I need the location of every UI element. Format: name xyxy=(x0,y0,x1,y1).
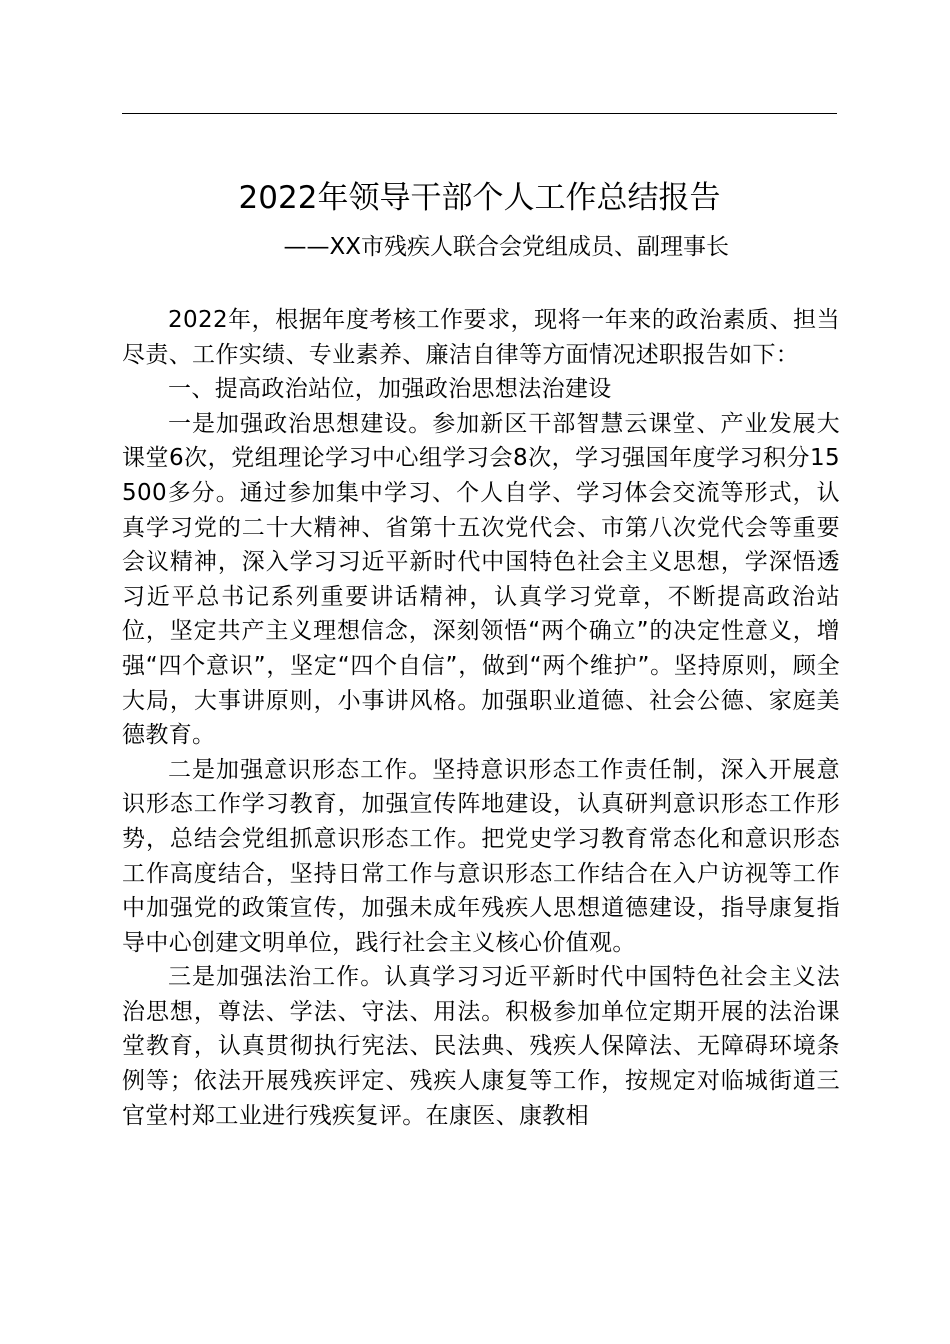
paragraph-ideology: 二是加强意识形态工作。坚持意识形态工作责任制，深入开展意识形态工作学习教育，加强宣传阵地建设，认真研判意识形态工作形势，总结会党组抓意识形态工作。把党史学习教育常态化和意识形态工作高度结合，坚持日常工作与意识形态工作结合在入户访视等工作中加强党的政策宣传，加强未成年残疾人思想道德建设，指导康复指导中心创建文明单位，践行社会主义核心价值观。 xyxy=(122,756,840,956)
document-body xyxy=(122,303,840,1133)
document-subtitle: ——XX市残疾人联合会党组成员、副理事长 xyxy=(283,234,729,260)
intro-paragraph: 2022年，根据年度考核工作要求，现将一年来的政治素质、担当尽责、工作实绩、专业素养、廉洁自律等方面情况述职报告如下： xyxy=(122,307,840,368)
paragraph-rule-of-law: 三是加强法治工作。认真学习习近平新时代中国特色社会主义法治思想，尊法、学法、守法、用法。积极参加单位定期开展的法治课堂教育，认真贯彻执行宪法、民法典、残疾人保障法、无障碍环境条例等；依法开展残疾评定、残疾人康复等工作，按规定对临城街道三官堂村郑工业进行残疾复评。在康医、康教相 xyxy=(122,964,840,1129)
paragraph-political-thought: 一是加强政治思想建设。参加新区干部智慧云课堂、产业发展大课堂6次，党组理论学习中心组学习会8次，学习强国年度学习积分15500多分。通过参加集中学习、个人自学、学习体会交流等形式，认真学习党的二十大精神、省第十五次党代会、市第八次党代会等重要会议精神，深入学习习近平新时代中国特色社会主义思想，学深悟透习近平总书记系列重要讲话精神，认真学习党章，不断提高政治站位，坚定共产主义理想信念，深刻领悟“两个确立”的决定性意义，增强“四个意识”，坚定“四个自信”，做到“两个维护”。坚持原则，顾全大局，大事讲原则，小事讲风格。加强职业道德、社会公德、家庭美德教育。 xyxy=(122,410,840,749)
section-heading: 一、提高政治站位，加强政治思想法治建设 xyxy=(168,376,612,403)
document-title: 2022年领导干部个人工作总结报告 xyxy=(238,180,721,216)
header-rule xyxy=(122,113,837,114)
